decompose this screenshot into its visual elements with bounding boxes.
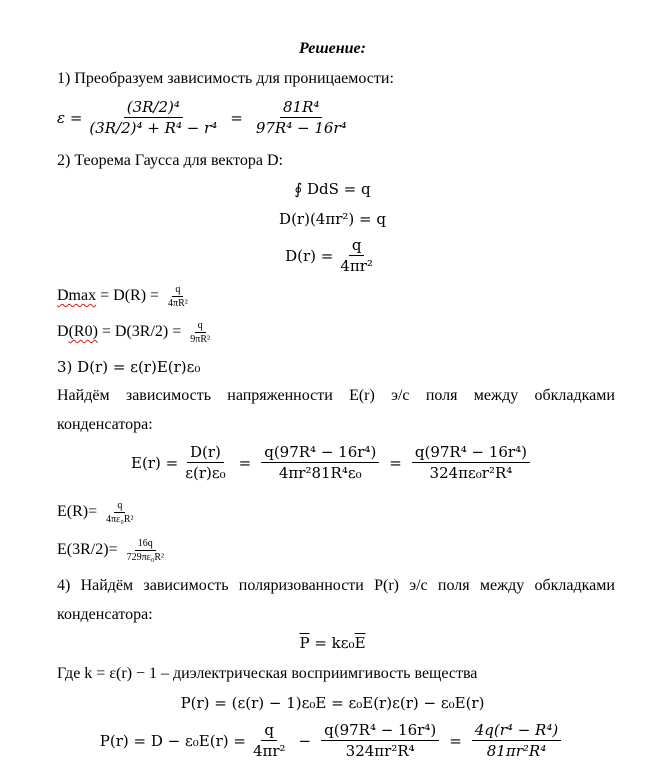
p-fraction-1 [250, 721, 289, 760]
polarization-vector-formula [0, 634, 665, 652]
dmax-fraction [165, 284, 191, 309]
dmax-rest: = D(R) = [100, 287, 160, 305]
gauss-integral: ∮ DdS = q [294, 180, 371, 198]
d-num: q [349, 236, 365, 256]
word: P(r) [374, 577, 399, 594]
p-f3-den: 81πr²R⁴ [486, 742, 547, 760]
d-den: 4πr² [340, 257, 373, 275]
dmax-den: 4πR² [168, 298, 188, 309]
p-f3-num: 4q(r⁴ − R⁴) [472, 721, 561, 741]
word: поляризованности [238, 577, 364, 594]
e-eq: = [238, 453, 252, 472]
word: между [479, 577, 525, 594]
eps-f2-den: 97R⁴ − 16r⁴ [255, 119, 347, 137]
e-fraction-3 [412, 443, 530, 482]
word: 4) [57, 577, 71, 594]
d-of-r-formula [0, 236, 665, 275]
dr0-word: (R0) [68, 323, 98, 341]
p-minus: − [298, 731, 312, 750]
word: Найдём [80, 577, 134, 594]
p-f2-den: 324πr²R⁴ [345, 742, 415, 760]
eps-fraction-2 [253, 98, 350, 137]
dr0-line [57, 320, 215, 345]
step3-label: 3) D(r) = ε(r)E(r)ε₀ [57, 358, 201, 376]
word: обкладками [534, 577, 615, 594]
e-fraction-2 [261, 443, 379, 482]
e-f2-den: 4πr²81R⁴ε₀ [278, 464, 362, 482]
dr0-d: D [57, 323, 69, 341]
word: Найдём [57, 387, 110, 404]
e-f1-num: D(r) [187, 443, 224, 463]
p-vector: $\overline{P}$ [299, 634, 310, 652]
p-eq: = kε₀ [314, 634, 355, 652]
polarization-final-formula [0, 721, 665, 760]
step4-desc-line2: конденсатора: [57, 606, 153, 623]
step3-desc-line2: конденсатора: [57, 416, 153, 433]
e-eq2: = [389, 453, 402, 472]
word: между [473, 387, 519, 404]
dr0-rest: = D(3R/2) = [101, 323, 182, 341]
eps-f1-num: (3R/2)⁴ [124, 98, 183, 118]
e-at-r-line [57, 500, 139, 525]
dmax-num: q [172, 284, 183, 297]
step3-desc-line1 [57, 386, 615, 406]
p-f1-num: q [261, 721, 277, 741]
eps-fraction-1 [86, 98, 220, 137]
dr0-num: q [195, 320, 206, 333]
susceptibility-definition: Где k = ε(r) − 1 – диэлектрическая восприимгивость вещества [57, 665, 478, 682]
e3r-den: 729πε₀R² [126, 552, 164, 563]
eps-f1-den: (3R/2)⁴ + R⁴ − r⁴ [89, 119, 218, 137]
word: э/с [391, 387, 410, 404]
d-fraction [337, 236, 376, 275]
permittivity-formula [57, 98, 354, 137]
word: обкладками [534, 387, 615, 404]
e-f1-den: ε(r)ε₀ [185, 464, 226, 482]
eps-lhs: ε = [57, 108, 83, 127]
dmax-line [57, 284, 193, 309]
word: поля [437, 577, 470, 594]
eps-f2-num: 81R⁴ [280, 98, 322, 118]
step4-label-line1 [57, 576, 615, 596]
eps-eq: = [230, 108, 243, 127]
e-of-r-formula [0, 443, 665, 482]
p-eq2: = [449, 731, 462, 750]
e3r-num: 16q [135, 538, 156, 551]
d-lhs: D(r) = [285, 246, 334, 265]
p-fraction-2 [321, 721, 439, 760]
er-fraction [103, 500, 136, 525]
gauss-sphere: D(r)(4πr²) = q [279, 210, 386, 228]
word: зависимость [143, 577, 229, 594]
p-f1-den: 4πr² [252, 742, 286, 760]
e-f3-den: 324πε₀r²R⁴ [429, 464, 513, 482]
p-lhs: P(r) = D − ε₀E(r) = [99, 731, 246, 750]
e-f2-num: q(97R⁴ − 16r⁴) [261, 443, 379, 463]
dmax-word: Dmax [57, 287, 97, 305]
word: напряженности [227, 387, 333, 404]
step2-label: 2) Теорема Гаусса для вектора D: [57, 152, 283, 169]
er-den: 4πε₀R² [106, 514, 134, 525]
e3r-fraction [124, 538, 167, 563]
word: поля [425, 387, 458, 404]
e-f3-num: q(97R⁴ − 16r⁴) [412, 443, 530, 463]
er-num: q [114, 500, 125, 513]
p-f2-num: q(97R⁴ − 16r⁴) [321, 721, 439, 741]
solution-title: Решение: [299, 40, 366, 57]
word: э/с [409, 577, 428, 594]
step1-label: 1) Преобразуем зависимость для проницаемости: [57, 70, 394, 87]
word: зависимость [125, 387, 211, 404]
dr0-fraction [187, 320, 213, 345]
word: E(r) [349, 387, 375, 404]
p-fraction-3 [472, 721, 561, 760]
e-at-3r2-line [57, 538, 169, 563]
dr0-den: 9πR² [190, 334, 210, 345]
e3r-label: E(3R/2)= [57, 541, 118, 559]
er-label: E(R)= [57, 503, 98, 521]
polarization-expansion: P(r) = (ε(r) − 1)ε₀E = ε₀E(r)ε(r) − ε₀E(r) [180, 694, 485, 712]
e-lhs: E(r) = [131, 453, 179, 472]
e-fraction-1 [182, 443, 228, 482]
e-vector: $\overline{E}$ [354, 634, 366, 652]
